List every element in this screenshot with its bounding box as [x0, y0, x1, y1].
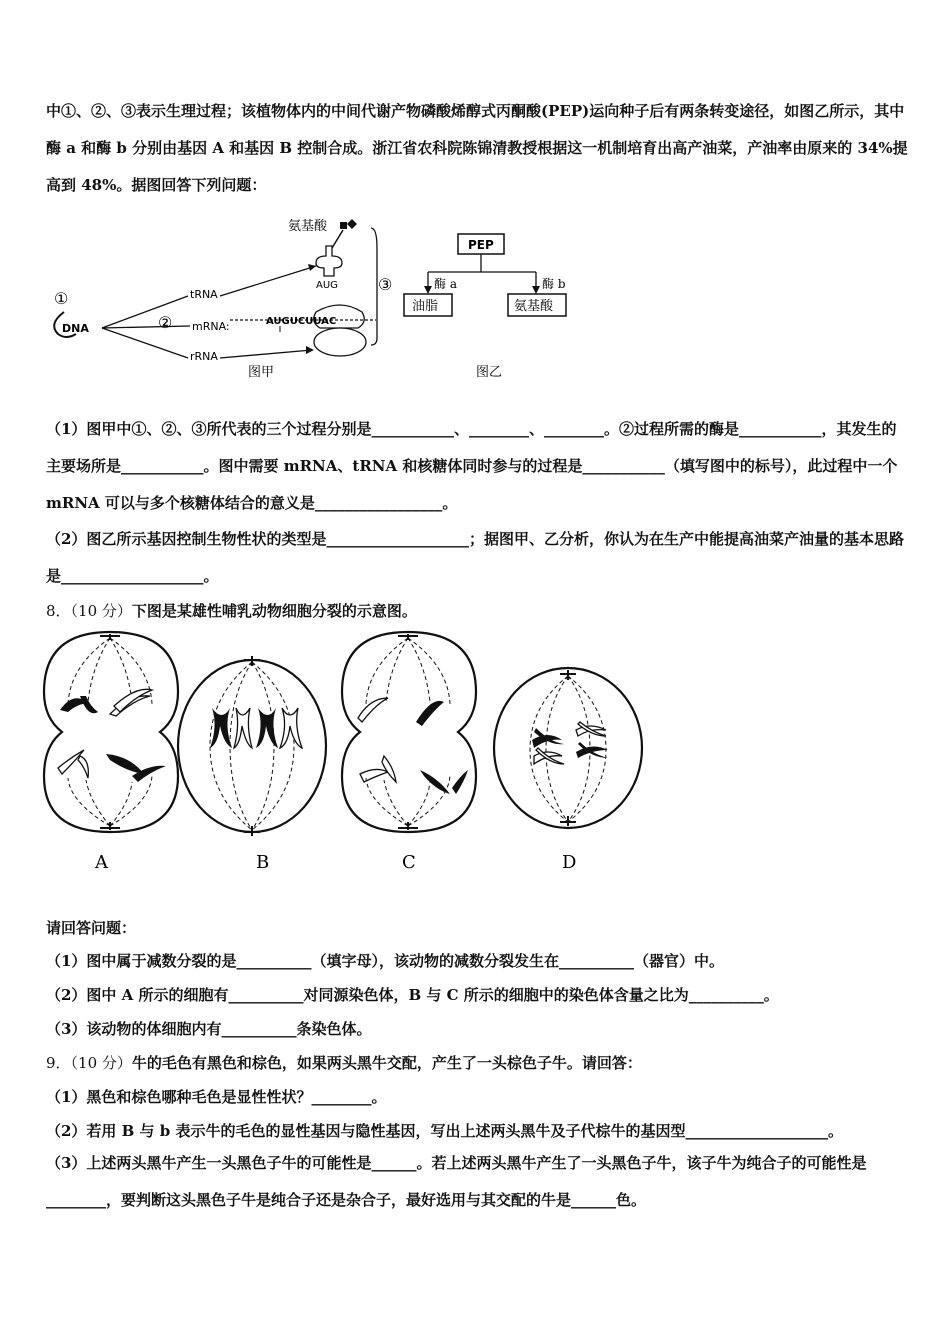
arrow-rrna	[220, 350, 312, 358]
cell-c	[342, 632, 476, 832]
question-7-1: （1）图甲中①、②、③所代表的三个过程分别是___________、________、________。②过程所需的酶是___________，其发生的主要场所是___________。图中需要 mRNA、tRNA 和核糖体同时参与的过程是___________（填写图中的标号），此过程中一个 mRNA 可以与多个核糖体结合的意义是_________________。	[46, 420, 898, 512]
amino-label: 氨基酸	[514, 299, 554, 314]
question-9-3: （3）上述两头黑牛产生一头黑色子牛的可能性是______。若上述两头黑牛产生了一头黑色子牛，该子牛为纯合子的可能性是________，要判断这头黑色子牛是纯合子还是杂合子，最好选用与其交配的牛是______色。	[46, 1154, 867, 1209]
figure-jia	[40, 208, 400, 388]
arrow-trna	[220, 266, 316, 296]
enzyme-a-label: 酶 a	[434, 277, 457, 291]
q9-stem-text: 牛的毛色有黑色和棕色，如果两头黑牛交配，产生了一头棕色子牛。请回答：	[131, 1054, 642, 1072]
step2-label: ②	[158, 313, 173, 332]
step1-label: ①	[54, 289, 69, 308]
amino-acid-diamond	[347, 219, 357, 229]
dna-label: DNA	[62, 322, 89, 335]
label-b: B	[256, 852, 270, 873]
question-7-2: （2）图乙所示基因控制生物性状的类型是___________________；据图甲、乙分析，你认为在生产中能提高油菜产油量的基本思路是___________________。	[46, 530, 904, 585]
cell-division-figure	[40, 626, 650, 880]
aug-label: AUG	[316, 280, 338, 291]
rrna-label: rRNA	[190, 350, 218, 363]
trna-shape	[316, 246, 342, 276]
cell-a	[44, 632, 178, 832]
amino-acid-square	[340, 222, 347, 229]
question-8-3: （3）该动物的体细胞内有__________条染色体。	[46, 1020, 372, 1038]
label-d: D	[562, 852, 577, 873]
question-9-1: （1）黑色和棕色哪种毛色是显性性状？________。	[46, 1088, 387, 1106]
cell-d	[494, 668, 642, 828]
trna-label: tRNA	[190, 288, 218, 301]
question-8-prompt: 请回答问题：	[46, 919, 137, 937]
label-c: C	[402, 852, 416, 873]
q8-stem-text: 下图是某雄性哺乳动物细胞分裂的示意图。	[131, 602, 417, 620]
pep-label: PEP	[468, 238, 494, 252]
ribosome-small	[314, 328, 366, 356]
question-8-1: （1）图中属于减数分裂的是__________（填字母），该动物的减数分裂发生在__________（器官）中。	[46, 952, 724, 970]
question-8-2: （2）图中 A 所示的细胞有__________对同源染色体，B 与 C 所示的细胞中的染色体含量之比为__________。	[46, 986, 779, 1004]
question-9-stem	[46, 1052, 916, 1073]
enzyme-b-label: 酶 b	[542, 277, 566, 291]
mrna-label: mRNA:	[192, 320, 230, 333]
q9-number: 9．（10 分）	[46, 1054, 132, 1072]
sequence-label: AUGUCUUAC	[266, 316, 337, 327]
fig-jia-amino-acid: 氨基酸	[288, 219, 328, 234]
figure-yi	[400, 228, 590, 388]
fig-yi-caption: 图乙	[476, 365, 503, 380]
cell-b	[178, 656, 326, 836]
intro-paragraph: 中①、②、③表示生理过程；该植物体内的中间代谢产物磷酸烯醇式丙酮酸(PEP)运向种子后有两条转变途径，如图乙所示，其中酶 a 和酶 b 分别由基因 A 和基因 B 控制合成。浙江省农科院陈锦清教授根据这一机制培育出高产油菜，产油率由原来的 34%提高到 48%。据图回答下列问题：	[46, 102, 908, 194]
question-8-stem	[46, 600, 916, 621]
step3-label: ③	[378, 275, 393, 294]
fat-label: 油脂	[412, 299, 439, 314]
label-a: A	[95, 852, 108, 873]
question-9-2: （2）若用 B 与 b 表示牛的毛色的显性基因与隐性基因，写出上述两头黑牛及子代棕牛的基因型___________________。	[46, 1122, 843, 1140]
bracket-right	[371, 228, 377, 345]
q8-number: 8．（10 分）	[46, 602, 132, 620]
fig-jia-caption: 图甲	[248, 365, 275, 380]
